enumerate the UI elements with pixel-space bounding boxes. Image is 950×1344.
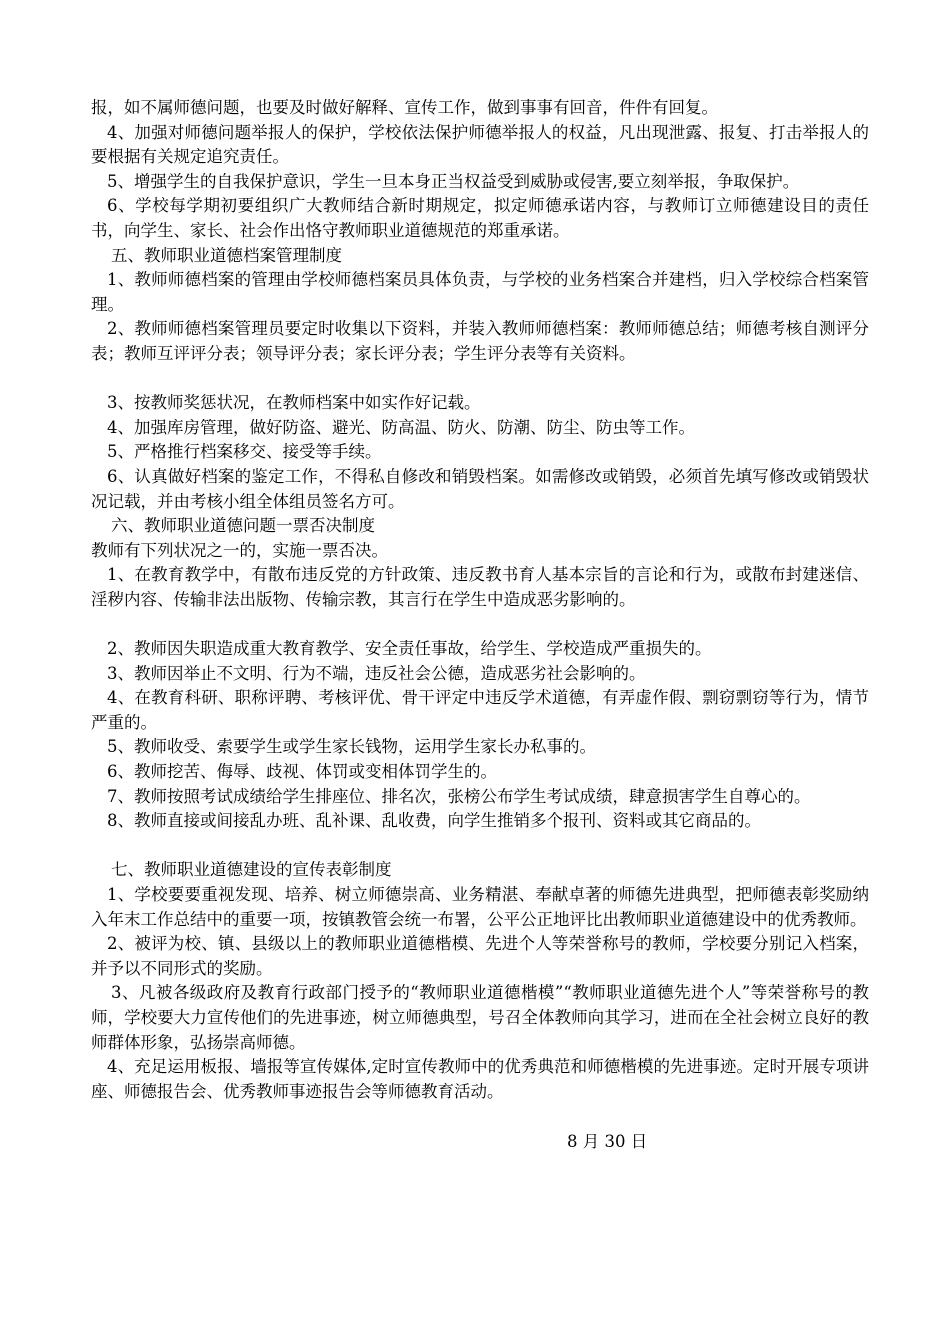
paragraph: 6、教师挖苦、侮辱、歧视、体罚或变相体罚学生的。 — [107, 762, 497, 782]
paragraph: 1、在教育教学中，有散布违反党的方针政策、违反教书育人基本宗旨的言论和行为，或散布封建迷信、淫秽内容、传输非法出版物、传输宗教，其言行在学生中造成恶劣影响的。 — [91, 565, 869, 609]
paragraph: 5、严格推行档案移交、接受等手续。 — [107, 442, 382, 462]
paragraph: 2、教师师德档案管理员要定时收集以下资料，并装入教师师德档案：教师师德总结；师德考核自测评分表；教师互评评分表；领导评分表；家长评分表；学生评分表等有关资料。 — [91, 319, 869, 363]
paragraph: 5、增强学生的自我保护意识，学生一旦本身正当权益受到威胁或侵害,要立刻举报，争取保护。 — [107, 171, 800, 191]
paragraph: 1、教师师德档案的管理由学校师德档案员具体负责，与学校的业务档案合并建档，归入学校综合档案管理。 — [91, 270, 869, 314]
paragraph: 教师有下列状况之一的，实施一票否决。 — [91, 540, 388, 560]
paragraph: 8、教师直接或间接乱办班、乱补课、乱收费，向学生推销多个报刊、资料或其它商品的。 — [107, 811, 761, 831]
paragraph: 6、学校每学期初要组织广大教师结合新时期规定，拟定师德承诺内容，与教师订立师德建设目的责任书，向学生、家长、社会作出恪守教师职业道德规范的郑重承诺。 — [91, 196, 869, 240]
paragraph: 7、教师按照考试成绩给学生排座位、排名次，张榜公布学生考试成绩，肆意损害学生自尊心的。 — [107, 786, 811, 806]
paragraph: 6、认真做好档案的鉴定工作，不得私自修改和销毁档案。如需修改或销毁，必须首先填写修改或销毁状况记载，并由考核小组全体组员签名方可。 — [91, 466, 869, 511]
paragraph: 七、教师职业道德建设的宣传表彰制度 — [111, 860, 392, 880]
paragraph: 4、充足运用板报、墙报等宣传媒体,定时宣传教师中的优秀典范和师德楷模的先进事迹。定时开展专项讲座、师德报告会、优秀教师事迹报告会等师德教育活动。 — [91, 1057, 869, 1101]
paragraph-list — [91, 96, 869, 1104]
paragraph: 六、教师职业道德问题一票否决制度 — [111, 516, 375, 536]
paragraph: 3、凡被各级政府及教育行政部门授予的“教师职业道德楷模”“教师职业道德先进个人”等荣誉称号的教师，学校要大力宣传他们的先进事迹，树立师德典型，号召全体教师向其学习，进而在全社会树立良好的教师群体形象，弘扬崇高师德。 — [91, 983, 869, 1052]
paragraph: 4、加强库房管理，做好防盗、避光、防高温、防火、防潮、防尘、防虫等工作。 — [107, 417, 695, 437]
paragraph: 报，如不属师德问题，也要及时做好解释、宣传工作，做到事事有回音，件件有回复。 — [91, 98, 718, 117]
paragraph: 4、加强对师德问题举报人的保护，学校依法保护师德举报人的权益，凡出现泄露、报复、打击举报人的要根据有关规定追究责任。 — [91, 122, 869, 167]
paragraph: 2、被评为校、镇、县级以上的教师职业道德楷模、先进个人等荣誉称号的教师，学校要分别记入档案，并予以不同形式的奖励。 — [91, 934, 869, 978]
paragraph: 3、教师因举止不文明、行为不端，违反社会公德，造成恶劣社会影响的。 — [107, 663, 646, 683]
paragraph: 1、学校要要重视发现、培养、树立师德崇高、业务精湛、奉献卓著的师德先进典型，把师德表彰奖励纳入年末工作总结中的重要一项，按镇教管会统一布署，公平公正地评比出教师职业道德建设中的优秀教师。 — [91, 885, 869, 929]
paragraph: 2、教师因失职造成重大教育教学、安全责任事故，给学生、学校造成严重损失的。 — [107, 639, 712, 659]
paragraph: 3、按教师奖惩状况，在教师档案中如实作好记载。 — [107, 393, 481, 413]
document-body — [91, 96, 869, 1155]
paragraph: 5、教师收受、索要学生或学生家长钱物，运用学生家长办私事的。 — [107, 737, 596, 757]
paragraph: 4、在教育科研、职称评聘、考核评优、骨干评定中违反学术道德，有弄虚作假、剽窃剽窃等行为，情节严重的。 — [91, 688, 869, 732]
paragraph: 五、教师职业道德档案管理制度 — [111, 245, 342, 265]
document-date: 8 月 30 日 — [567, 1132, 648, 1152]
